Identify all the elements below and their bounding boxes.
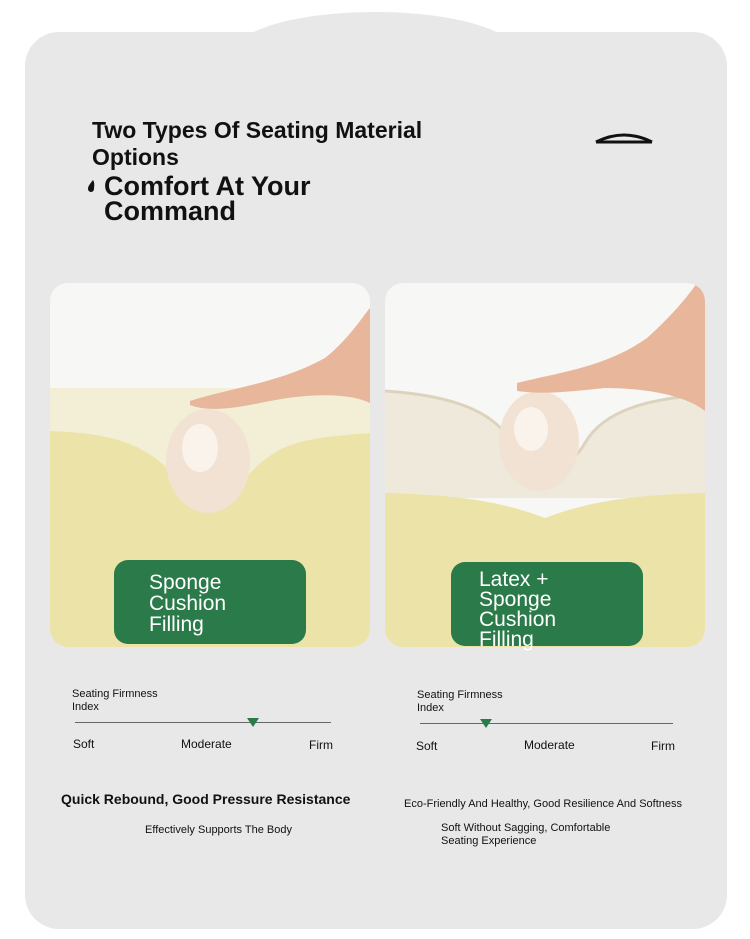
firmness-label-latex: Seating Firmness Index — [417, 689, 503, 714]
firmness-label-sponge: Seating Firmness Index — [72, 688, 158, 713]
decorative-curve-icon — [594, 128, 654, 146]
tick-moderate: Moderate — [524, 738, 575, 752]
firmness-track-latex — [420, 723, 673, 724]
firmness-marker-latex — [480, 719, 492, 728]
firmness-marker-sponge — [247, 718, 259, 727]
page-subtitle: Comfort At Your Command — [104, 171, 311, 226]
tick-soft: Soft — [73, 737, 95, 751]
latex-badge-label: Latex + Sponge Cushion Filling — [479, 568, 557, 651]
tick-firm: Firm — [651, 739, 675, 753]
feature-latex-primary: Eco-Friendly And Healthy, Good Resilience And Softness — [404, 798, 683, 810]
firmness-track-sponge — [75, 722, 331, 723]
tick-soft: Soft — [416, 739, 438, 753]
tick-firm: Firm — [309, 738, 333, 752]
tick-moderate: Moderate — [181, 737, 232, 751]
latex-badge — [451, 562, 643, 651]
decorative-drop-icon — [88, 180, 96, 192]
page-title: Two Types Of Seating Material Options — [92, 117, 423, 170]
sponge-badge — [114, 560, 306, 644]
feature-latex-secondary: Soft Without Sagging, Comfortable Seating Experience — [441, 822, 611, 847]
feature-sponge-secondary: Effectively Supports The Body — [145, 824, 292, 836]
sponge-badge-label: Sponge Cushion Filling — [149, 571, 227, 636]
feature-sponge-primary: Quick Rebound, Good Pressure Resistance — [61, 791, 351, 807]
